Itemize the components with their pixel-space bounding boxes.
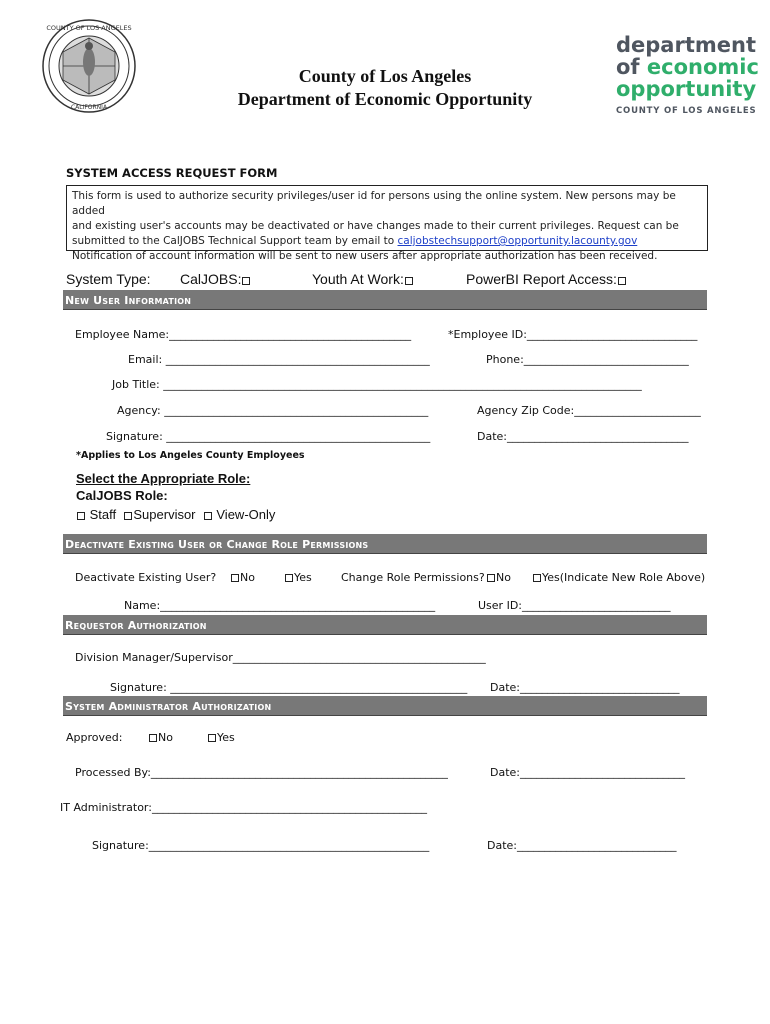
approved-yes-checkbox (208, 734, 216, 742)
deactivate-question: Deactivate Existing User? (75, 571, 217, 584)
staff-checkbox (77, 512, 85, 520)
requestor-date-field[interactable]: Date:_____________________________ (490, 681, 680, 694)
phone-field[interactable]: Phone:______________________________ (486, 353, 689, 366)
form-heading: SYSTEM ACCESS REQUEST FORM (66, 166, 278, 180)
deactivate-yes[interactable]: Yes (284, 571, 312, 584)
change-no-checkbox (487, 574, 495, 582)
processed-by-field[interactable]: Processed By:______________________________________________________ (75, 766, 448, 779)
approved-label: Approved: (66, 731, 123, 744)
deactivate-no-checkbox (231, 574, 239, 582)
deo-logo: department of economic opportunity COUNTY OF LOS ANGELES (616, 33, 759, 116)
youth-at-work-option[interactable]: Youth At Work: (312, 271, 414, 287)
deactivate-no[interactable]: No (230, 571, 255, 584)
employee-note: *Applies to Los Angeles County Employees (76, 450, 305, 461)
view-only-checkbox (204, 512, 212, 520)
deactivate-userid-field[interactable]: User ID:___________________________ (478, 599, 671, 612)
email-field[interactable]: Email: ________________________________________________ (128, 353, 430, 366)
caljobs-option[interactable]: CalJOBS: (180, 271, 251, 287)
section-deactivate: Deactivate Existing User or Change Role Permissions (63, 534, 707, 554)
role-supervisor[interactable]: Supervisor (123, 507, 195, 522)
division-manager-field[interactable]: Division Manager/Supervisor______________________________________________ (75, 651, 486, 664)
page-title-line1: County of Los Angeles (298, 66, 472, 86)
role-view-only[interactable]: View-Only (203, 507, 276, 522)
system-type-label: System Type: (66, 271, 151, 287)
role-heading: Select the Appropriate Role: (76, 471, 251, 486)
deactivate-name-field[interactable]: Name:__________________________________________________ (124, 599, 436, 612)
signature-field[interactable]: Signature: ________________________________________________ (106, 430, 431, 443)
approved-no[interactable]: No (148, 731, 173, 744)
approved-yes[interactable]: Yes (207, 731, 235, 744)
change-role-yes[interactable]: Yes(Indicate New Role Above) (532, 571, 705, 584)
section-new-user: New User Information (63, 290, 707, 310)
deactivate-yes-checkbox (285, 574, 293, 582)
change-yes-checkbox (533, 574, 541, 582)
admin-signature-field[interactable]: Signature:___________________________________________________ (92, 839, 430, 852)
it-admin-field[interactable]: IT Administrator:__________________________________________________ (60, 801, 427, 814)
section-sysadmin: System Administrator Authorization (63, 696, 707, 716)
processed-date-field[interactable]: Date:______________________________ (490, 766, 685, 779)
requestor-signature-field[interactable]: Signature: ______________________________________________________ (110, 681, 468, 694)
approved-no-checkbox (149, 734, 157, 742)
change-role-no[interactable]: No (486, 571, 511, 584)
change-role-question: Change Role Permissions? (341, 571, 485, 584)
job-title-field[interactable]: Job Title: _______________________________________________________________________________________ (112, 378, 642, 391)
caljobs-role-label: CalJOBS Role: (76, 488, 168, 503)
role-staff[interactable]: Staff (76, 507, 116, 522)
section-requestor: Requestor Authorization (63, 615, 707, 635)
intro-box: This form is used to authorize security privileges/user id for persons using the online system. New persons may be added and existing user's accounts may be deactivated or have changes made to their current privileges. Request can be submitted to the CalJOBS Technical Support team by email to caljobstechsupport@opportunity.lacounty.gov Notification of account information will be sent to new users after appropriate authorization has been received. (66, 185, 708, 251)
page-title-line2: Department of Economic Opportunity (237, 89, 533, 109)
employee-name-field[interactable]: Employee Name:____________________________________________ (75, 328, 412, 341)
role-options (76, 507, 275, 522)
support-email-link[interactable]: caljobstechsupport@opportunity.lacounty.gov (397, 235, 638, 247)
caljobs-checkbox (242, 277, 250, 285)
agency-field[interactable]: Agency: ________________________________________________ (117, 404, 429, 417)
employee-id-field[interactable]: *Employee ID:_______________________________ (448, 328, 698, 341)
agency-zip-field[interactable]: Agency Zip Code:_______________________ (477, 404, 701, 417)
supervisor-checkbox (124, 512, 132, 520)
powerbi-option[interactable]: PowerBI Report Access: (466, 271, 627, 287)
svg-text:CALIFORNIA: CALIFORNIA (70, 104, 108, 111)
svg-text:COUNTY OF LOS ANGELES: COUNTY OF LOS ANGELES (46, 24, 132, 32)
youth-checkbox (405, 277, 413, 285)
date-field[interactable]: Date:_________________________________ (477, 430, 689, 443)
admin-date-field[interactable]: Date:_____________________________ (487, 839, 677, 852)
powerbi-checkbox (618, 277, 626, 285)
